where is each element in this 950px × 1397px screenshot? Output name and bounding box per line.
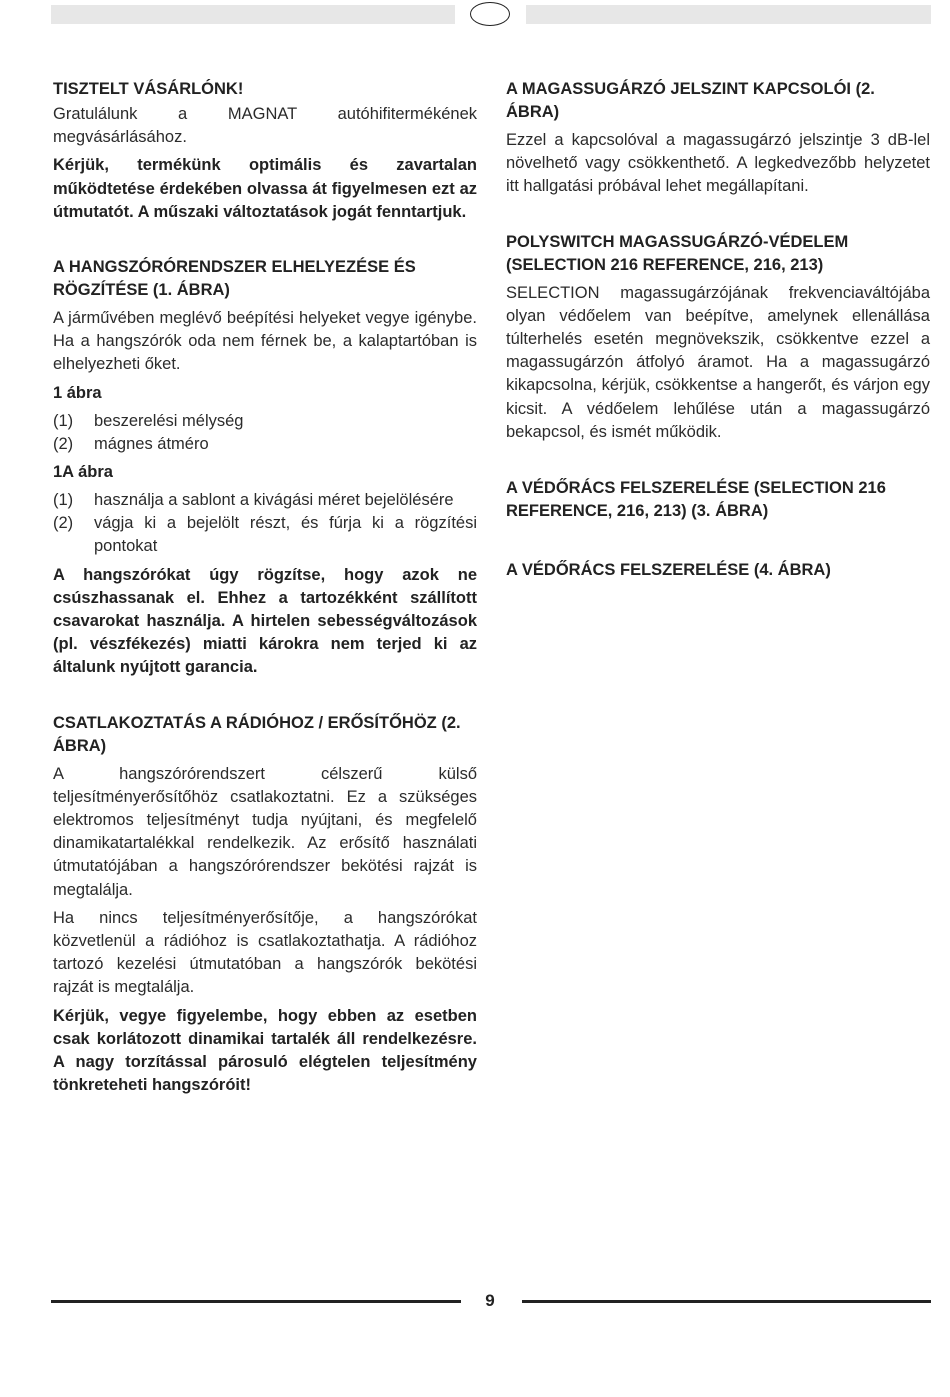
paragraph-tweeter-level: Ezzel a kapcsolóval a magassugárzó jelszintje 3 dB-lel növelhető vagy csökkenthető. A legkedvezőbb helyzetet itt hallgatási próbával lehet megállapítani. xyxy=(506,131,930,196)
list-item xyxy=(53,433,477,456)
section-title-polyswitch: POLYSWITCH MAGASSUGÁRZÓ-VÉDELEM (SELECTION 216 REFERENCE, 216, 213) xyxy=(506,232,849,274)
footer-rule-right xyxy=(522,1300,931,1303)
section-title-grille-3: A VÉDŐRÁCS FELSZERELÉSE (SELECTION 216 REFERENCE, 216, 213) (3. ÁBRA) xyxy=(506,479,886,521)
paragraph-read-manual: Kérjük, termékünk optimális és zavartalan működtetése érdekében olvassa át figyelmesen ezt az útmutatót. A műszaki változtatások jogát fenntartjuk. xyxy=(53,156,477,221)
paragraph-mounting-warning: A hangszórókat úgy rögzítse, hogy azok ne csúszhassanak el. Ehhez a tartozékként szállított csavarokat használja. A hirtelen sebességváltozások (pl. vészfékezés) miatti károkra nem terjed ki az általunk nyújtott garancia. xyxy=(53,565,477,677)
figure-1-list xyxy=(53,410,477,456)
list-item xyxy=(53,410,477,433)
header-bar-left xyxy=(51,5,455,24)
section-title-tweeter-level: A MAGASSUGÁRZÓ JELSZINT KAPCSOLÓI (2. ÁBRA) xyxy=(506,80,875,121)
figure-1a-label: 1A ábra xyxy=(53,463,113,482)
paragraph-amplifier: A hangszórórendszert célszerű külső teljesítményerősítőhöz csatlakoztatni. Ez a szükséges elektromos teljesítményt tudja nyújtani, és megfelelő dinamikatartalékkal rendelkezik. Az erősítő használati útmutatójában a hangszórórendszer bekötési rajzát is megtalálja. xyxy=(53,764,477,899)
language-marker-oval xyxy=(470,2,510,26)
list-item-number: (2) xyxy=(53,514,74,533)
page-number: 9 xyxy=(485,1291,495,1310)
left-column xyxy=(53,78,477,1098)
section-title-placement: A HANGSZÓRÓRENDSZER ELHELYEZÉSE ÉS RÖGZÍTÉSE (1. ÁBRA) xyxy=(53,258,416,300)
section-title-greeting: TISZTELT VÁSÁRLÓNK! xyxy=(53,80,244,98)
figure-1a-list xyxy=(53,489,477,559)
paragraph-distortion-warning: Kérjük, vegye figyelembe, hogy ebben az esetben csak korlátozott dinamikai tartalék áll rendelkezésre. A nagy torzítással párosuló elégtelen teljesítmény tönkreteheti hangszóróit! xyxy=(53,1006,477,1095)
list-item-text: beszerelési mélység xyxy=(94,411,244,430)
footer-rule-left xyxy=(51,1300,461,1303)
paragraph-radio: Ha nincs teljesítményerősítője, a hangszórókat közvetlenül a rádióhoz is csatlakoztathatja. A rádióhoz tartozó kezelési útmutatóban a hangszórók bekötési rajzát is megtalálja. xyxy=(53,908,477,997)
list-item-text: vágja ki a bejelölt részt, és fúrja ki a rögzítési pontokat xyxy=(94,514,477,556)
list-item-number: (1) xyxy=(53,411,74,430)
paragraph-congratulation: Gratulálunk a MAGNAT autóhifitermékének megvásárlásához. xyxy=(53,105,477,147)
list-item xyxy=(53,489,477,512)
list-item-text: mágnes átméro xyxy=(94,434,209,453)
header-bar-right xyxy=(526,5,931,24)
paragraph-polyswitch: SELECTION magassugárzójának frekvenciaváltójába olyan védőelem van beépítve, amelynek ellenállása túlterhelés esetén megnövekszik, csökkentve ezzel a magassugárzón átfolyó áramot. Ha a magassugárzó kikapcsolna, kérjük, csökkentse a hangerőt, és várjon egy kicsit. A védőelem lehűlése után a magassugárzó bekapcsol, és ismét működik. xyxy=(506,283,930,441)
figure-1-label: 1 ábra xyxy=(53,383,102,402)
paragraph-placement: A járművében meglévő beépítési helyeket vegye igénybe. Ha a hangszórók oda nem férnek be, a kalaptartóban is elhelyezheti őket. xyxy=(53,309,477,374)
list-item-number: (2) xyxy=(53,434,74,453)
right-column xyxy=(506,78,930,582)
section-title-connection: CSATLAKOZTATÁS A RÁDIÓHOZ / ERŐSÍTŐHÖZ (2. ÁBRA) xyxy=(53,713,461,755)
section-title-grille-4: A VÉDŐRÁCS FELSZERELÉSE (4. ÁBRA) xyxy=(506,561,831,580)
list-item xyxy=(53,512,477,558)
list-item-number: (1) xyxy=(53,491,74,510)
list-item-text: használja a sablont a kivágási méret bejelölésére xyxy=(94,491,454,510)
